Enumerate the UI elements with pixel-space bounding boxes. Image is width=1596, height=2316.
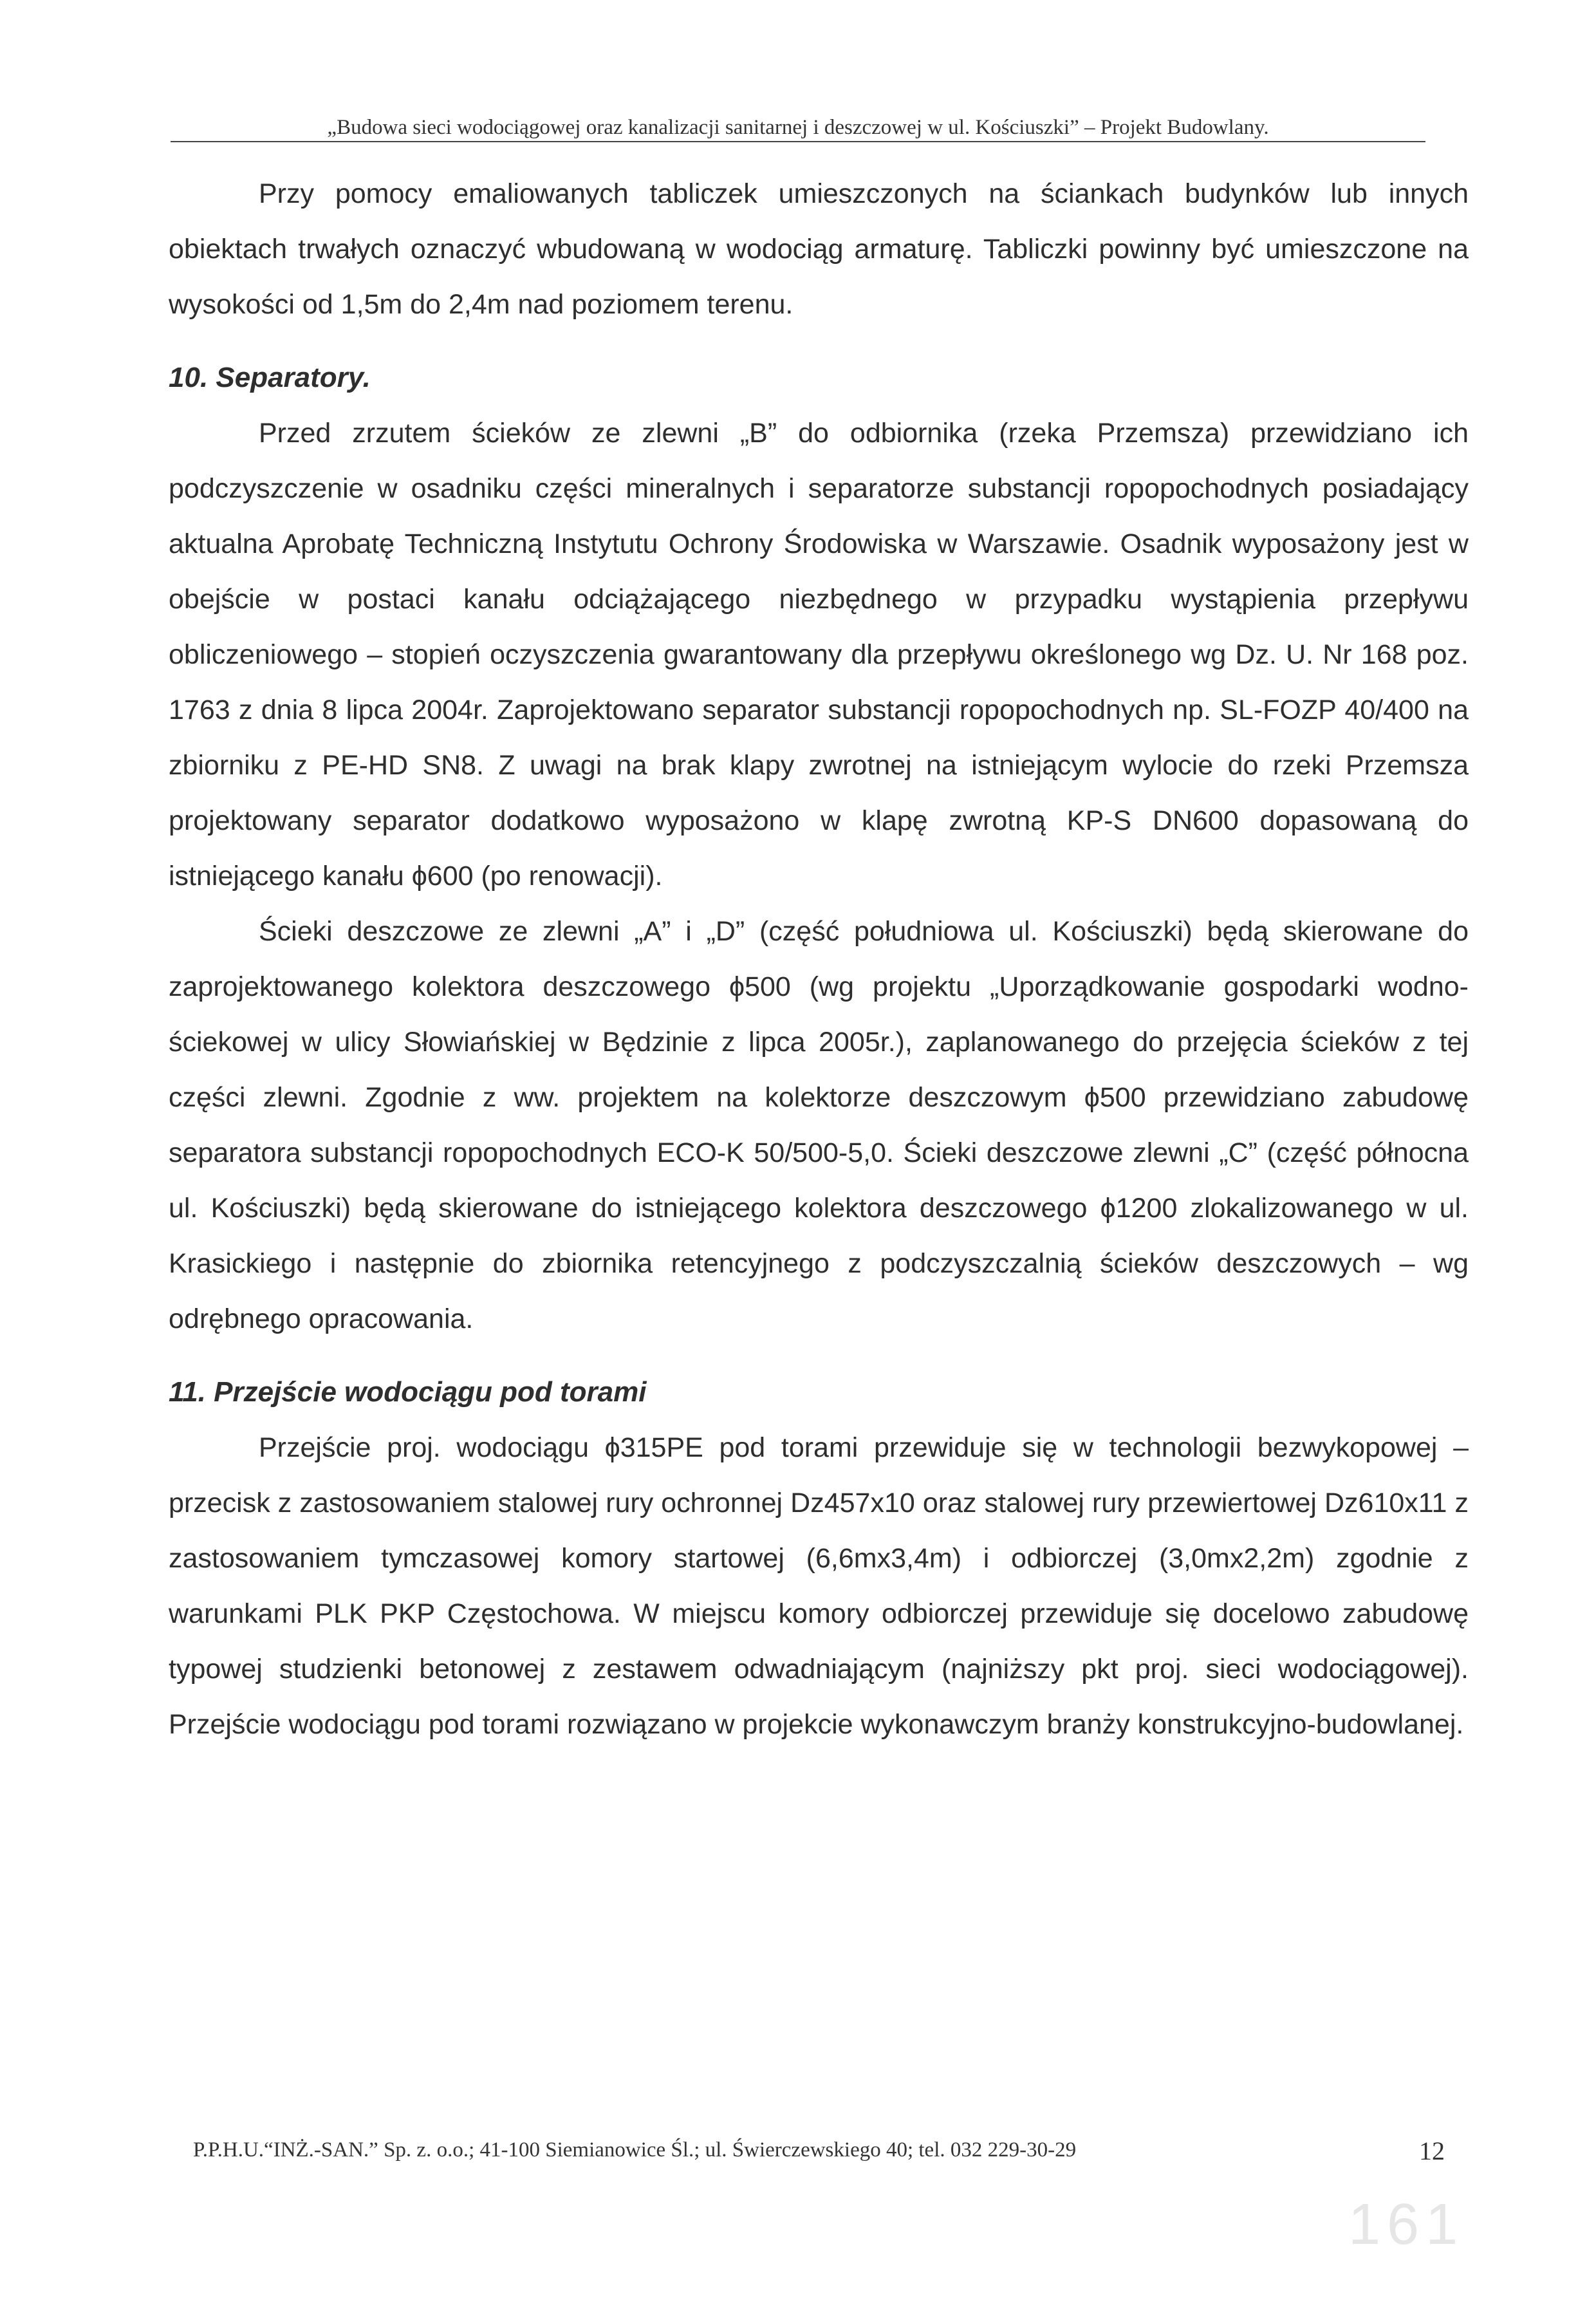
intro-paragraph: Przy pomocy emaliowanych tabliczek umieszczonych na ściankach budynków lub innych obiektach trwałych oznaczyć wbudowaną w wodociąg armaturę. Tabliczki powinny być umieszczone na wysokości od 1,5m do 2,4m nad poziomem terenu.: [169, 178, 1469, 320]
section-10-heading: 10. Separatory.: [169, 362, 371, 393]
section-10-paragraph-2: Ścieki deszczowe ze zlewni „A” i „D” (część południowa ul. Kościuszki) będą skierowane do zaprojektowanego kolektora deszczowego ϕ500 (wg projektu „Uporządkowanie gospodarki wodno-ściekowej w ulicy Słowiańskiej w Będzinie z lipca 2005r.), zaplanowanego do przejęcia ścieków z tej części zlewni. Zgodnie z ww. projektem na kolektorze deszczowym ϕ500 przewidziano zabudowę separatora substancji ropopochodnych ECO-K 50/500-5,0. Ścieki deszczowe zlewni „C” (część północna ul. Kościuszki) będą skierowane do istniejącego kolektora deszczowego ϕ1200 zlokalizowanego w ul. Krasickiego i następnie do zbiornika retencyjnego z podczyszczalnią ścieków deszczowych – wg odrębnego opracowania.: [169, 916, 1469, 1334]
section-11-heading: 11. Przejście wodociągu pod torami: [169, 1376, 647, 1408]
footer: P.P.H.U.“INŻ.-SAN.” Sp. z. o.o.; 41-100 Siemianowice Śl.; ul. Świerczewskiego 40; tel. 032 229-30-29: [193, 2138, 1077, 2162]
section-10-paragraph-1: Przed zrzutem ścieków ze zlewni „B” do odbiornika (rzeka Przemsza) przewidziano ich podczyszczenie w osadniku części mineralnych i separatorze substancji ropopochodnych posiadający aktualna Aprobatę Techniczną Instytutu Ochrony Środowiska w Warszawie. Osadnik wyposażony jest w obejście w postaci kanału odciążającego niezbędnego w przypadku wystąpienia przepływu obliczeniowego – stopień oczyszczenia gwarantowany dla przepływu określonego wg Dz. U. Nr 168 poz. 1763 z dnia 8 lipca 2004r. Zaprojektowano separator substancji ropopochodnych np. SL-FOZP 40/400 na zbiorniku z PE-HD SN8. Z uwagi na brak klapy zwrotnej na istniejącym wylocie do rzeki Przemsza projektowany separator dodatkowo wyposażono w klapę zwrotną KP-S DN600 dopasowaną do istniejącego kanału ϕ600 (po renowacji).: [169, 418, 1469, 892]
body-text: [169, 166, 1469, 1752]
scan-mark: 161: [1348, 2192, 1465, 2257]
section-11-paragraph: Przejście proj. wodociągu ϕ315PE pod torami przewiduje się w technologii bezwykopowej – przecisk z zastosowaniem stalowej rury ochronnej Dz457x10 oraz stalowej rury przewiertowej Dz610x11 z zastosowaniem tymczasowej komory startowej (6,6mx3,4m) i odbiorczej (3,0mx2,2m) zgodnie z warunkami PLK PKP Częstochowa. W miejscu komory odbiorczej przewiduje się docelowo zabudowę typowej studzienki betonowej z zestawem odwadniającym (najniższy pkt proj. sieci wodociągowej). Przejście wodociągu pod torami rozwiązano w projekcie wykonawczym branży konstrukcyjno-budowlanej.: [169, 1432, 1469, 1740]
page-number: 12: [1419, 2136, 1445, 2165]
running-header: „Budowa sieci wodociągowej oraz kanalizacji sanitarnej i deszczowej w ul. Kościuszki” – Projekt Budowlany.: [171, 116, 1425, 142]
